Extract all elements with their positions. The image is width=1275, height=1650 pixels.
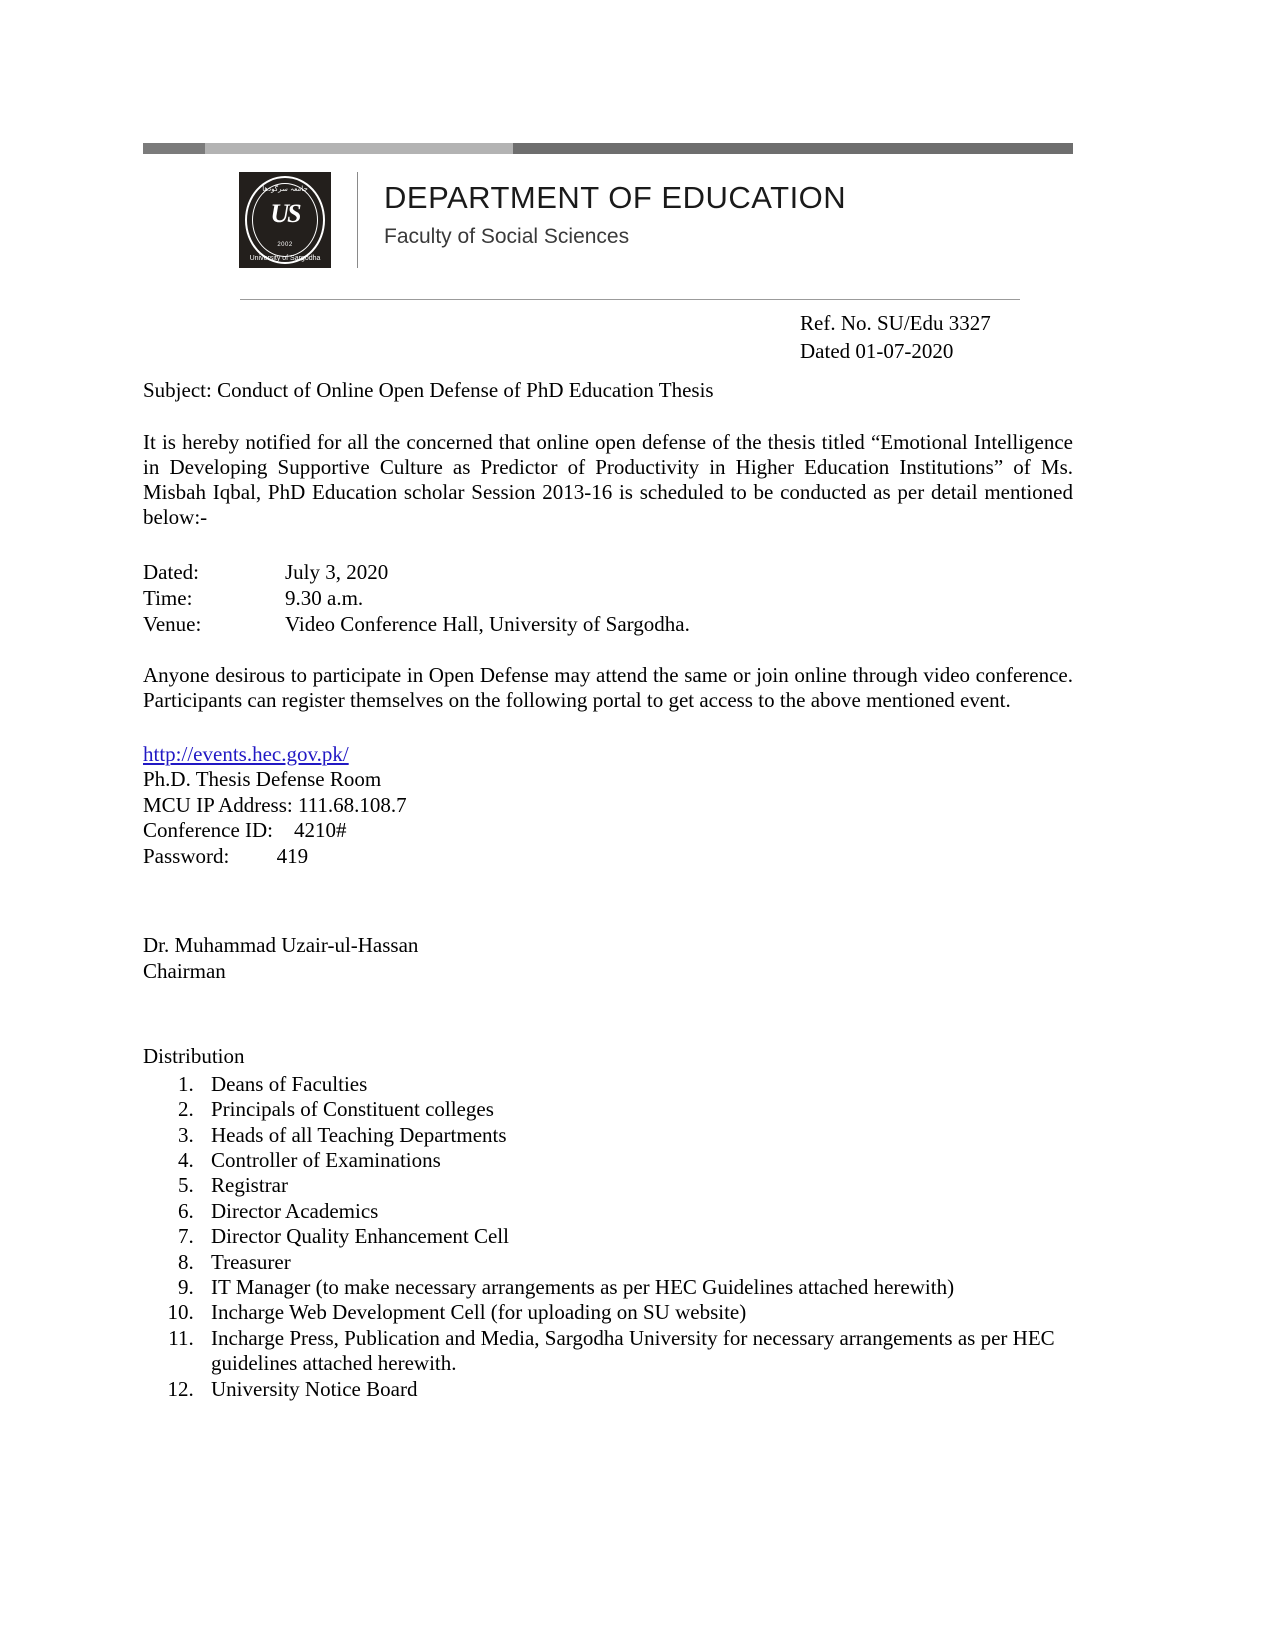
list-item: 3. Heads of all Teaching Departments (199, 1123, 1073, 1148)
list-item: 4. Controller of Examinations (199, 1148, 1073, 1173)
defense-room-name: Ph.D. Thesis Defense Room (143, 767, 382, 792)
signatory-designation: Chairman (143, 958, 226, 983)
letterhead-vertical-divider (357, 172, 358, 268)
list-item: 9. IT Manager (to make necessary arrangements as per HEC Guidelines attached herewith) (199, 1275, 1073, 1300)
list-item: 8. Treasurer (199, 1250, 1073, 1275)
conference-id-value: 4210# (294, 818, 347, 843)
detail-label-dated: Dated: (143, 560, 199, 585)
letterhead-text (384, 172, 846, 249)
seal-monogram: US (270, 199, 300, 229)
password-label: Password: (143, 844, 230, 868)
table-row (143, 586, 690, 612)
list-item: 7. Director Quality Enhancement Cell (199, 1224, 1073, 1249)
top-bar-segment-light (205, 143, 513, 154)
portal-link-row (143, 742, 1073, 768)
seal-university-name: University of Sargodha (249, 255, 321, 262)
document-body (143, 378, 1073, 1402)
top-bar-segment-dark-left (143, 143, 205, 154)
signature-block (143, 932, 1073, 985)
faculty-subtitle: Faculty of Social Sciences (384, 224, 630, 248)
list-item: 12. University Notice Board (199, 1377, 1073, 1402)
detail-label-time: Time: (143, 585, 193, 610)
distribution-list (143, 1072, 1073, 1402)
list-item: 1. Deans of Faculties (199, 1072, 1073, 1097)
table-row (143, 560, 690, 586)
detail-value-venue: Video Conference Hall, University of Sargodha. (285, 611, 690, 636)
top-bar-segment-dark-right (513, 143, 1073, 154)
detail-value-dated: July 3, 2020 (285, 560, 389, 585)
list-item: 10. Incharge Web Development Cell (for uploading on SU website) (199, 1300, 1073, 1325)
list-item: 2. Principals of Constituent colleges (199, 1097, 1073, 1122)
participation-paragraph: Anyone desirous to participate in Open Defense may attend the same or join online through video conference. Participants can register themselves on the following portal to get access to the above mentioned event. (143, 663, 1073, 713)
list-item: 5. Registrar (199, 1173, 1073, 1198)
conference-id-label: Conference ID: (143, 818, 274, 843)
distribution-heading: Distribution (143, 1044, 245, 1069)
event-details-body (143, 560, 690, 637)
reference-date: Dated 01-07-2020 (800, 338, 954, 363)
subject-line: Subject: Conduct of Online Open Defense of PhD Education Thesis (143, 378, 714, 402)
seal-year: 2002 (277, 242, 293, 248)
detail-value-time: 9.30 a.m. (285, 585, 364, 610)
detail-label-venue: Venue: (143, 611, 202, 636)
list-item: 6. Director Academics (199, 1199, 1073, 1224)
password-row (143, 844, 1073, 870)
signatory-name: Dr. Muhammad Uzair-ul-Hassan (143, 932, 419, 957)
letterhead (143, 172, 1073, 282)
reference-block (800, 310, 991, 365)
university-seal-logo (239, 172, 331, 268)
conference-id-row (143, 818, 1073, 844)
letterhead-horizontal-rule (240, 299, 1020, 300)
mcu-ip-address: MCU IP Address: 111.68.108.7 (143, 792, 407, 817)
access-details-block (143, 742, 1073, 870)
notification-paragraph: It is hereby notified for all the concerned that online open defense of the thesis titled “Emotional Intelligence in Developing Supportive Culture as Predictor of Productivity in Higher Education Institutions” of Ms. Misbah Iqbal, PhD Education scholar Session 2013-16 is scheduled to be conducted as per detail mentioned below:- (143, 429, 1073, 530)
letterhead-top-bars (143, 143, 1073, 154)
password-value: 419 (276, 844, 309, 868)
table-row (143, 612, 690, 638)
portal-link[interactable]: http://events.hec.gov.pk/ (143, 741, 349, 766)
event-details-table (143, 560, 690, 637)
seal-arabic-text: جامعہ سرگودھا (262, 185, 308, 193)
list-item: 11. Incharge Press, Publication and Media, Sargodha University for necessary arrangements as per HEC guidelines attached herewith. (199, 1326, 1073, 1377)
logo-wrapper (239, 172, 335, 268)
department-title: DEPARTMENT OF EDUCATION (384, 180, 847, 215)
reference-number: Ref. No. SU/Edu 3327 (800, 311, 991, 335)
